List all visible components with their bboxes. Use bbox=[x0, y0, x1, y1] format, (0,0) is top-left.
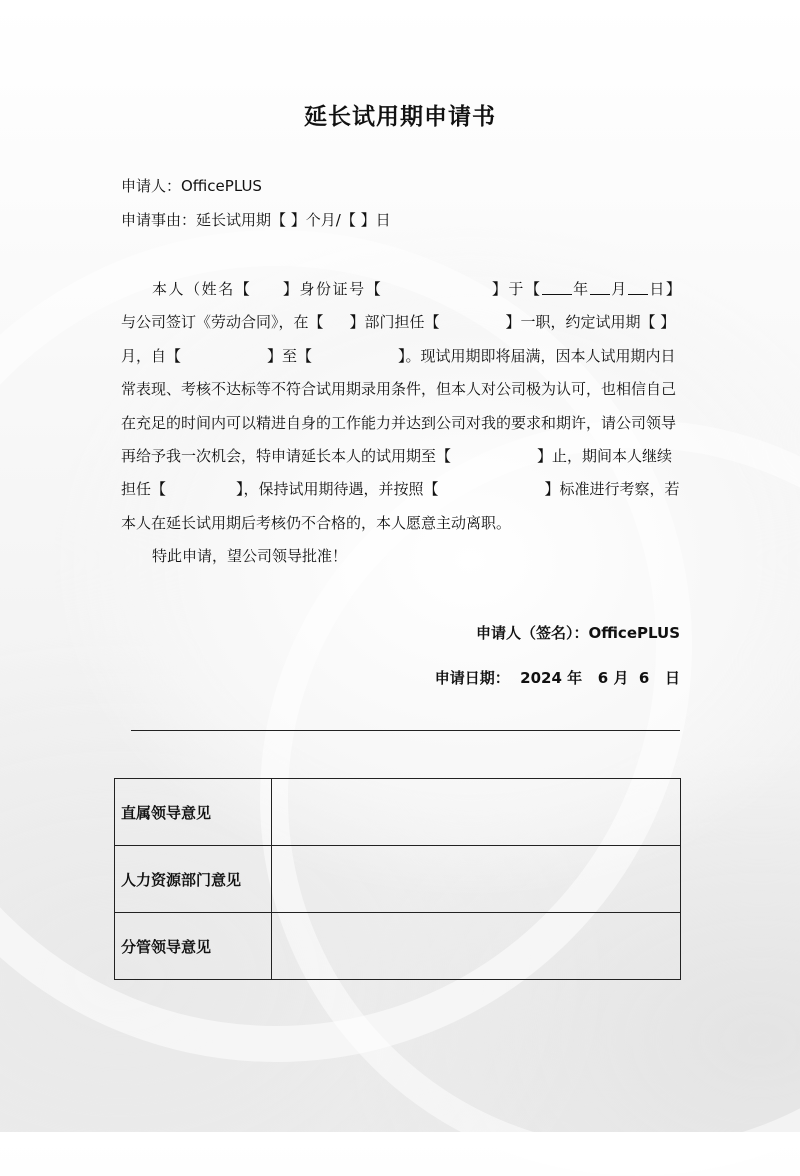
opinion-field[interactable] bbox=[272, 913, 681, 980]
row-label: 直属领导意见 bbox=[115, 779, 272, 846]
body-paragraph bbox=[121, 273, 681, 306]
text-reason: 】。现试用期即将届满，因本人试用期内日常表现、考核不达标等不符合试用期录用条件，但本人对公司极为认可，也相信自己在充足的时间内可以精进自身的工作能力并达到公司对我的要求和期许，请公司领导再给予我一次机会，特申请延长本人的试用期至【 bbox=[121, 346, 677, 466]
text-day: 日】 bbox=[647, 280, 681, 298]
reason-line: 申请事由：延长试用期【 】个月/【 】日 bbox=[121, 211, 391, 229]
text-id-label: 】身份证号【 bbox=[281, 280, 383, 298]
opinion-field[interactable] bbox=[272, 846, 681, 913]
closing-paragraph: 特此申请，望公司领导批准！ bbox=[152, 547, 348, 566]
text-keep-treatment: 】，保持试用期待遇，并按照【 bbox=[236, 480, 439, 499]
divider bbox=[131, 730, 680, 731]
opinion-table bbox=[114, 778, 681, 980]
day-blank bbox=[628, 280, 648, 295]
text-to: 】至【 bbox=[267, 346, 313, 365]
table-row bbox=[115, 913, 681, 980]
date-line: 申请日期： 2024 年 6 月 6 日 bbox=[434, 669, 680, 687]
applicant-line: 申请人：OfficePLUS bbox=[121, 177, 262, 195]
body-paragraph-cont bbox=[121, 306, 681, 540]
text-year: 年 bbox=[571, 280, 590, 298]
document-title: 延长试用期申请书 bbox=[304, 104, 496, 130]
text-assessment: 】标准进行考察，若本人在延长试用期后考核仍不合格的，本人愿意主动离职。 bbox=[121, 480, 680, 532]
application-body bbox=[121, 273, 681, 574]
text-probation-period: 】一职，约定试用期【 】月，自【 bbox=[121, 313, 676, 365]
text-date-label: 】于【 bbox=[490, 280, 542, 298]
opinion-field[interactable] bbox=[272, 779, 681, 846]
text-contract: 与公司签订《劳动合同》，在【 bbox=[121, 313, 324, 332]
text-name-label: 本人（姓名【 bbox=[152, 280, 252, 298]
signature-line: 申请人（签名）：OfficePLUS bbox=[475, 624, 680, 642]
row-label: 人力资源部门意见 bbox=[115, 846, 272, 913]
year-blank bbox=[542, 280, 572, 295]
row-label: 分管领导意见 bbox=[115, 913, 272, 980]
text-month: 月 bbox=[609, 280, 628, 298]
table-row bbox=[115, 779, 681, 846]
text-position: 】部门担任【 bbox=[349, 313, 440, 332]
month-blank bbox=[590, 280, 610, 295]
table-row bbox=[115, 846, 681, 913]
text-continue-role: 】止，期间本人继续担任【 bbox=[121, 447, 673, 499]
